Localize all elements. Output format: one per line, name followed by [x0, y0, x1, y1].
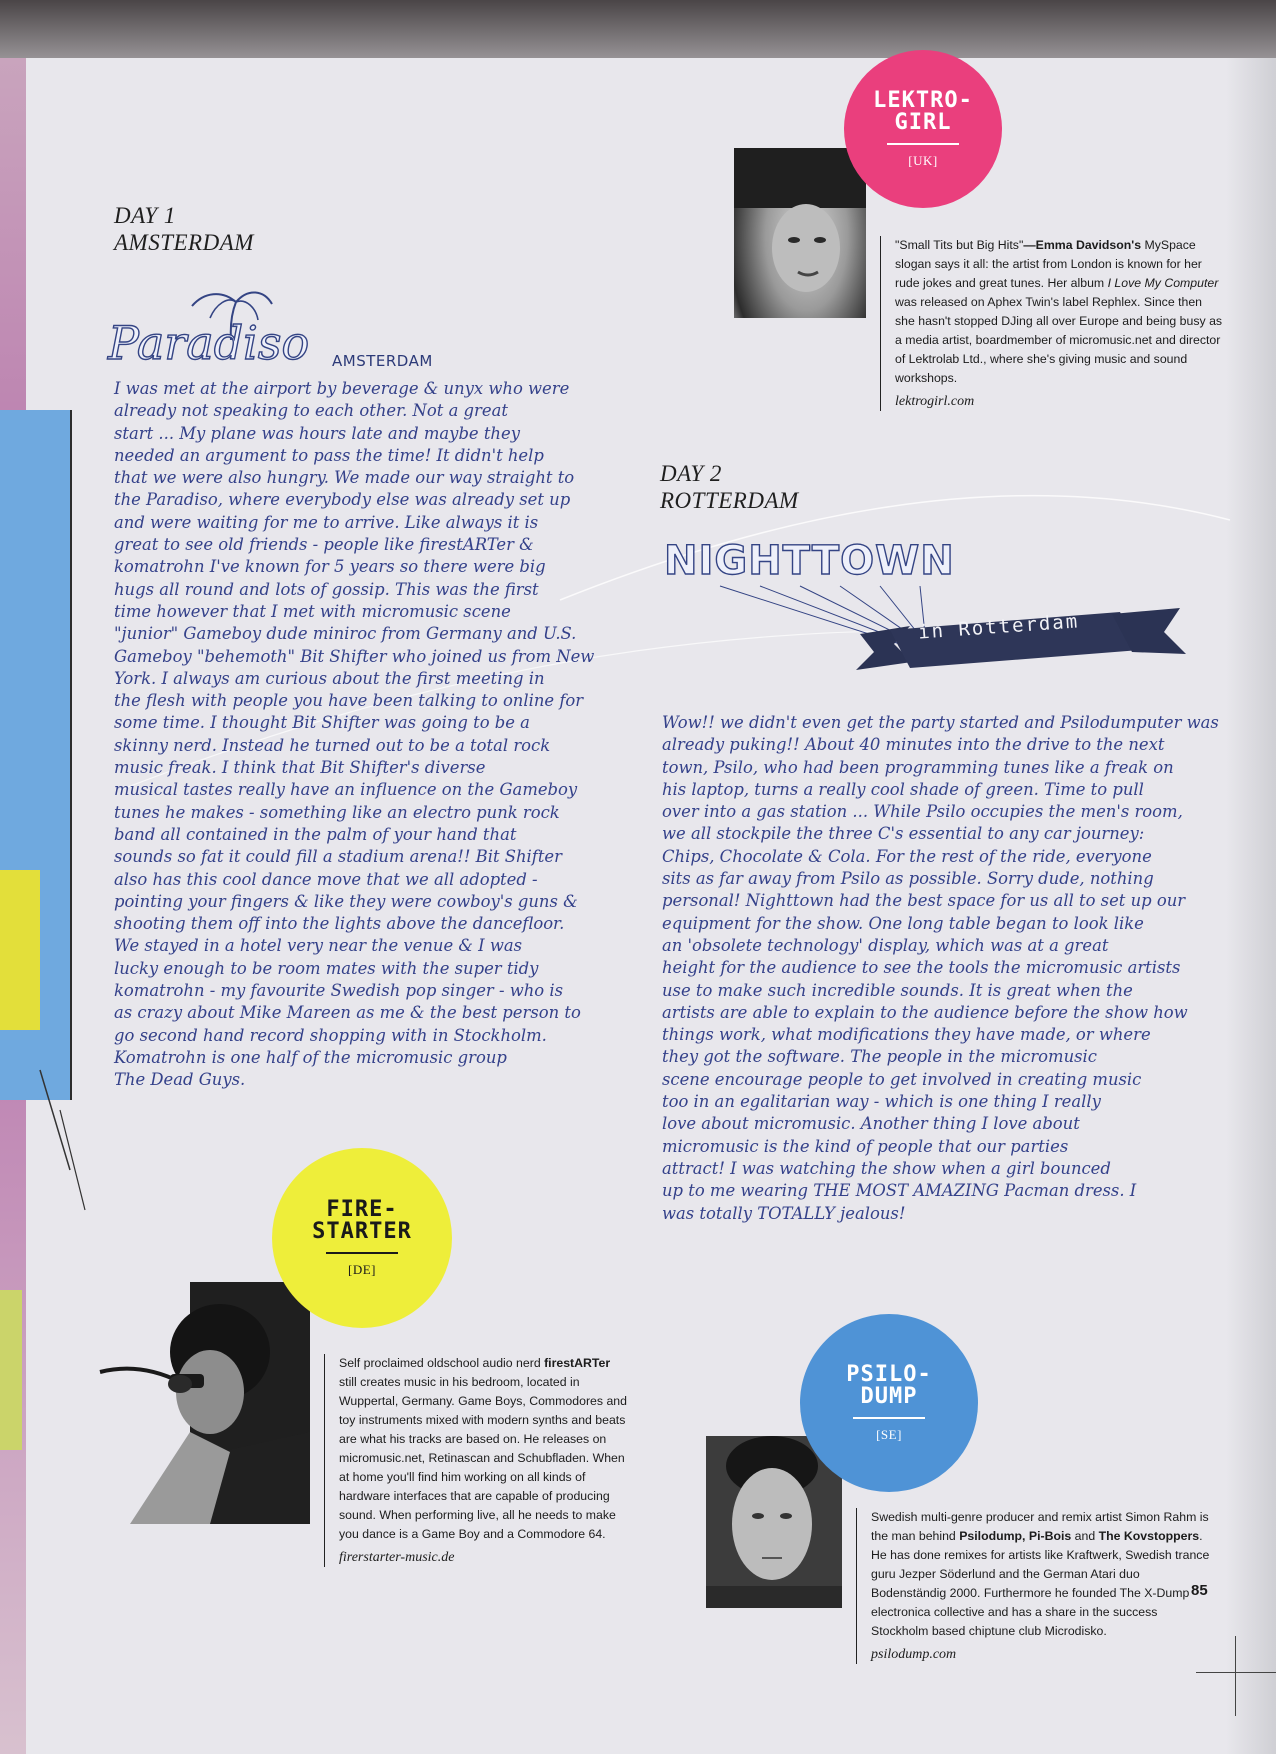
day2-city: ROTTERDAM	[660, 488, 799, 513]
day2-text-line: Wow!! we didn't even get the party started and Psilodumputer was	[662, 713, 1219, 732]
day1-text-line: sounds so fat it could fill a stadium arena!! Bit Shifter	[114, 847, 562, 867]
day2-text-line: scene encourage people to get involved in creating music	[662, 1069, 1142, 1089]
day2-text-line: already puking!! About 40 minutes into the drive to the next	[662, 735, 1165, 755]
firestarter-badge	[272, 1148, 452, 1328]
psilodump-name: PSILO- DUMP	[846, 1361, 932, 1409]
firestarter-url[interactable]: firerstarter-music.de	[339, 1550, 455, 1565]
firestarter-name: FIRE- STARTER	[312, 1196, 412, 1244]
day2-text-line: an 'obsolete technology' display, which was at a great	[662, 935, 1109, 955]
lektrogirl-url[interactable]: lektrogirl.com	[895, 394, 975, 409]
day2-text-line: was totally TOTALLY jealous!	[662, 1203, 906, 1223]
psilodump-badge	[800, 1314, 978, 1492]
psilodump-bio-text: Swedish multi-genre producer and remix artist Simon Rahm is the man behind	[871, 1510, 1209, 1543]
day2-text-line: micromusic is the kind of people that our parties	[662, 1136, 1069, 1156]
paradiso-city: AMSTERDAM	[332, 352, 433, 370]
rotterdam-banner-text: in Rotterdam	[917, 610, 1080, 644]
firestarter-bio	[324, 1354, 629, 1567]
day2-text-line: town, Psilo, who had been programming tunes like a freak on	[662, 757, 1174, 777]
firestarter-photo	[70, 1282, 310, 1524]
day1-text-line: needed an argument to pass the time! It didn't help	[114, 445, 544, 465]
page-number: 85	[1191, 1582, 1208, 1599]
lektrogirl-artist-name: Emma Davidson's	[1035, 238, 1142, 252]
day2-text-line: personal! Nighttown had the best space for us all to set up our	[662, 891, 1186, 911]
day1-text-line: komatrohn I've known for 5 years so there were big	[114, 557, 546, 577]
day2-text-line: attract! I was watching the show when a girl bounced	[662, 1158, 1111, 1178]
day1-text-line: that we were also hungry. We made our way straight to	[114, 468, 575, 488]
day1-text-line: hugs all round and lots of gossip. This was the first	[114, 579, 539, 599]
day2-text-line: height for the audience to see the tools the micromusic artists	[662, 958, 1181, 978]
firestarter-bio-text-2: still creates music in his bedroom, located in Wuppertal, Germany. Game Boys, Commodores and toy instruments mixed with modern synths and beats are what his tracks are based on. He releases on micromusic.net, Retinascan and Schubfladen. When at home you'll find him working on all kinds of hardware interfaces that are capable of producing sound. When performing live, all he needs to make you dance is a Game Boy and a Commodore 64.	[339, 1375, 627, 1541]
firestarter-country: [DE]	[348, 1261, 376, 1277]
lektrogirl-album: I Love My Computer	[1107, 276, 1219, 290]
day1-text-line: shooting them off into the lights above the dancefloor.	[114, 914, 565, 934]
day2-text-line: up to me wearing THE MOST AMAZING Pacman dress. I	[662, 1181, 1137, 1201]
day1-text-line: Komatrohn is one half of the micromusic group	[114, 1047, 507, 1067]
psilodump-url[interactable]: psilodump.com	[871, 1647, 957, 1662]
psilodump-country: [SE]	[876, 1426, 902, 1442]
day1-diary-text	[114, 378, 634, 1092]
day1-text-line: I was met at the airport by beverage & unyx who were	[114, 379, 570, 398]
day2-text-line: Chips, Chocolate & Cola. For the rest of the ride, everyone	[662, 846, 1152, 866]
day2-label: DAY 2	[660, 461, 722, 486]
paradiso-logo: Paradiso	[108, 316, 310, 370]
day2-text-line: things work, what modifications they have made, or where	[662, 1025, 1151, 1045]
day1-text-line: The Dead Guys.	[114, 1070, 246, 1090]
day1-text-line: time however that I met with micromusic scene	[114, 601, 511, 621]
day1-text-line: We stayed in a hotel very near the venue & I was	[114, 936, 523, 956]
day1-text-line: the flesh with people you have been talking to online for	[114, 691, 584, 711]
crop-mark-vertical	[1235, 1636, 1236, 1716]
lektrogirl-bio-text-2: was released on Aphex Twin's label Rephlex. Since then she hasn't stopped DJing all over Europe and being busy as a media artist, boardmember of micromusic.net and director of Lektrolab Ltd., where she's giving music and sound workshops.	[895, 295, 1223, 385]
day1-text-line: skinny nerd. Instead he turned out to be a total rock	[114, 735, 551, 755]
day2-text-line: they got the software. The people in the micromusic	[662, 1047, 1097, 1067]
psilodump-bio-and: and	[1071, 1529, 1099, 1543]
lektrogirl-badge-rule	[887, 143, 959, 145]
day2-text-line: we all stockpile the three C's essential to any car journey:	[662, 824, 1145, 844]
day2-text-line: love about micromusic. Another thing I love about	[662, 1114, 1080, 1134]
psilodump-bio-text-2: . He has done remixes for artists like Kraftwerk, Swedish trance guru Jezper Söderlund and the German Atari duo Bodenständig 2000. Furthermore he founded The X-Dump electronica collective and has a share in the success Stockholm based chiptune club Microdisko.	[871, 1529, 1210, 1638]
day1-heading	[114, 202, 254, 256]
psilodump-bio	[856, 1508, 1215, 1664]
day1-text-line: lucky enough to be room mates with the super tidy	[114, 958, 539, 978]
lektrogirl-country: [UK]	[908, 152, 938, 168]
day1-text-line: and were waiting for me to arrive. Like always it is	[114, 512, 539, 532]
day1-text-line: Gameboy "behemoth" Bit Shifter who joined us from New	[114, 646, 595, 666]
lektrogirl-badge	[844, 50, 1002, 208]
nighttown-logo: NIGHTTOWN	[664, 538, 955, 584]
day2-text-line: artists are able to explain to the audience before the show how	[662, 1002, 1188, 1022]
crop-mark-horizontal	[1196, 1672, 1276, 1673]
lektrogirl-photo	[734, 148, 866, 368]
day1-text-line: tunes he makes - something like an electro punk rock	[114, 802, 560, 822]
day2-text-line: use to make such incredible sounds. It is great when the	[662, 980, 1133, 1000]
day1-city: AMSTERDAM	[114, 230, 254, 255]
lektrogirl-quote: "Small Tits but Big Hits"	[895, 238, 1024, 252]
lektrogirl-dash: —	[1023, 238, 1036, 252]
day1-text-line: komatrohn - my favourite Swedish pop singer - who is	[114, 981, 564, 1001]
day1-text-line: band all contained in the palm of your hand that	[114, 824, 517, 844]
day2-heading	[660, 460, 799, 514]
psilodump-kovstoppers: The Kovstoppers	[1098, 1529, 1200, 1543]
firestarter-bio-text: Self proclaimed oldschool audio nerd	[339, 1356, 545, 1370]
day1-text-line: already not speaking to each other. Not a great	[114, 401, 508, 421]
day1-text-line: pointing your fingers & like they were cowboy's guns &	[114, 891, 578, 911]
day2-text-line: too in an egalitarian way - which is one thing I really	[662, 1092, 1101, 1112]
lektrogirl-name: LEKTRO- GIRL	[873, 87, 973, 135]
day1-text-line: the Paradiso, where everybody else was already set up	[114, 490, 571, 510]
firestarter-artist-name: firestARTer	[544, 1356, 611, 1370]
day1-text-line: as crazy about Mike Mareen as me & the best person to	[114, 1003, 581, 1023]
lektrogirl-bio-text: MySpace slogan says it all: the artist from London is known for her rude jokes and great tunes. Her album	[895, 238, 1202, 290]
day1-text-line: start ... My plane was hours late and maybe they	[114, 423, 520, 443]
day1-text-line: some time. I thought Bit Shifter was going to be a	[114, 713, 530, 733]
day2-text-line: over into a gas station ... While Psilo occupies the men's room,	[662, 802, 1183, 822]
day1-text-line: "junior" Gameboy dude miniroc from Germany and U.S.	[114, 624, 577, 644]
day1-text-line: music freak. I think that Bit Shifter's diverse	[114, 758, 486, 778]
day1-text-line: York. I always am curious about the first meeting in	[114, 668, 545, 688]
day2-text-line: equipment for the show. One long table began to look like	[662, 913, 1144, 933]
day1-text-line: also has this cool dance move that we all adopted -	[114, 869, 538, 889]
day2-diary-text	[662, 712, 1222, 1225]
day1-text-line: musical tastes really have an influence on the Gameboy	[114, 780, 578, 800]
psilodump-badge-rule	[853, 1417, 925, 1419]
day1-text-line: go second hand record shopping with in Stockholm.	[114, 1025, 547, 1045]
day2-text-line: his laptop, turns a really cool shade of green. Time to pull	[662, 779, 1144, 799]
day1-text-line: great to see old friends - people like firestARTer &	[114, 535, 534, 555]
day2-text-line: sits as far away from Psilo as possible. Sorry dude, nothing	[662, 869, 1154, 889]
day1-label: DAY 1	[114, 203, 176, 228]
lektrogirl-bio	[880, 236, 1225, 411]
psilodump-projects: Psilodump, Pi-Bois	[959, 1529, 1072, 1543]
firestarter-badge-rule	[326, 1252, 398, 1254]
